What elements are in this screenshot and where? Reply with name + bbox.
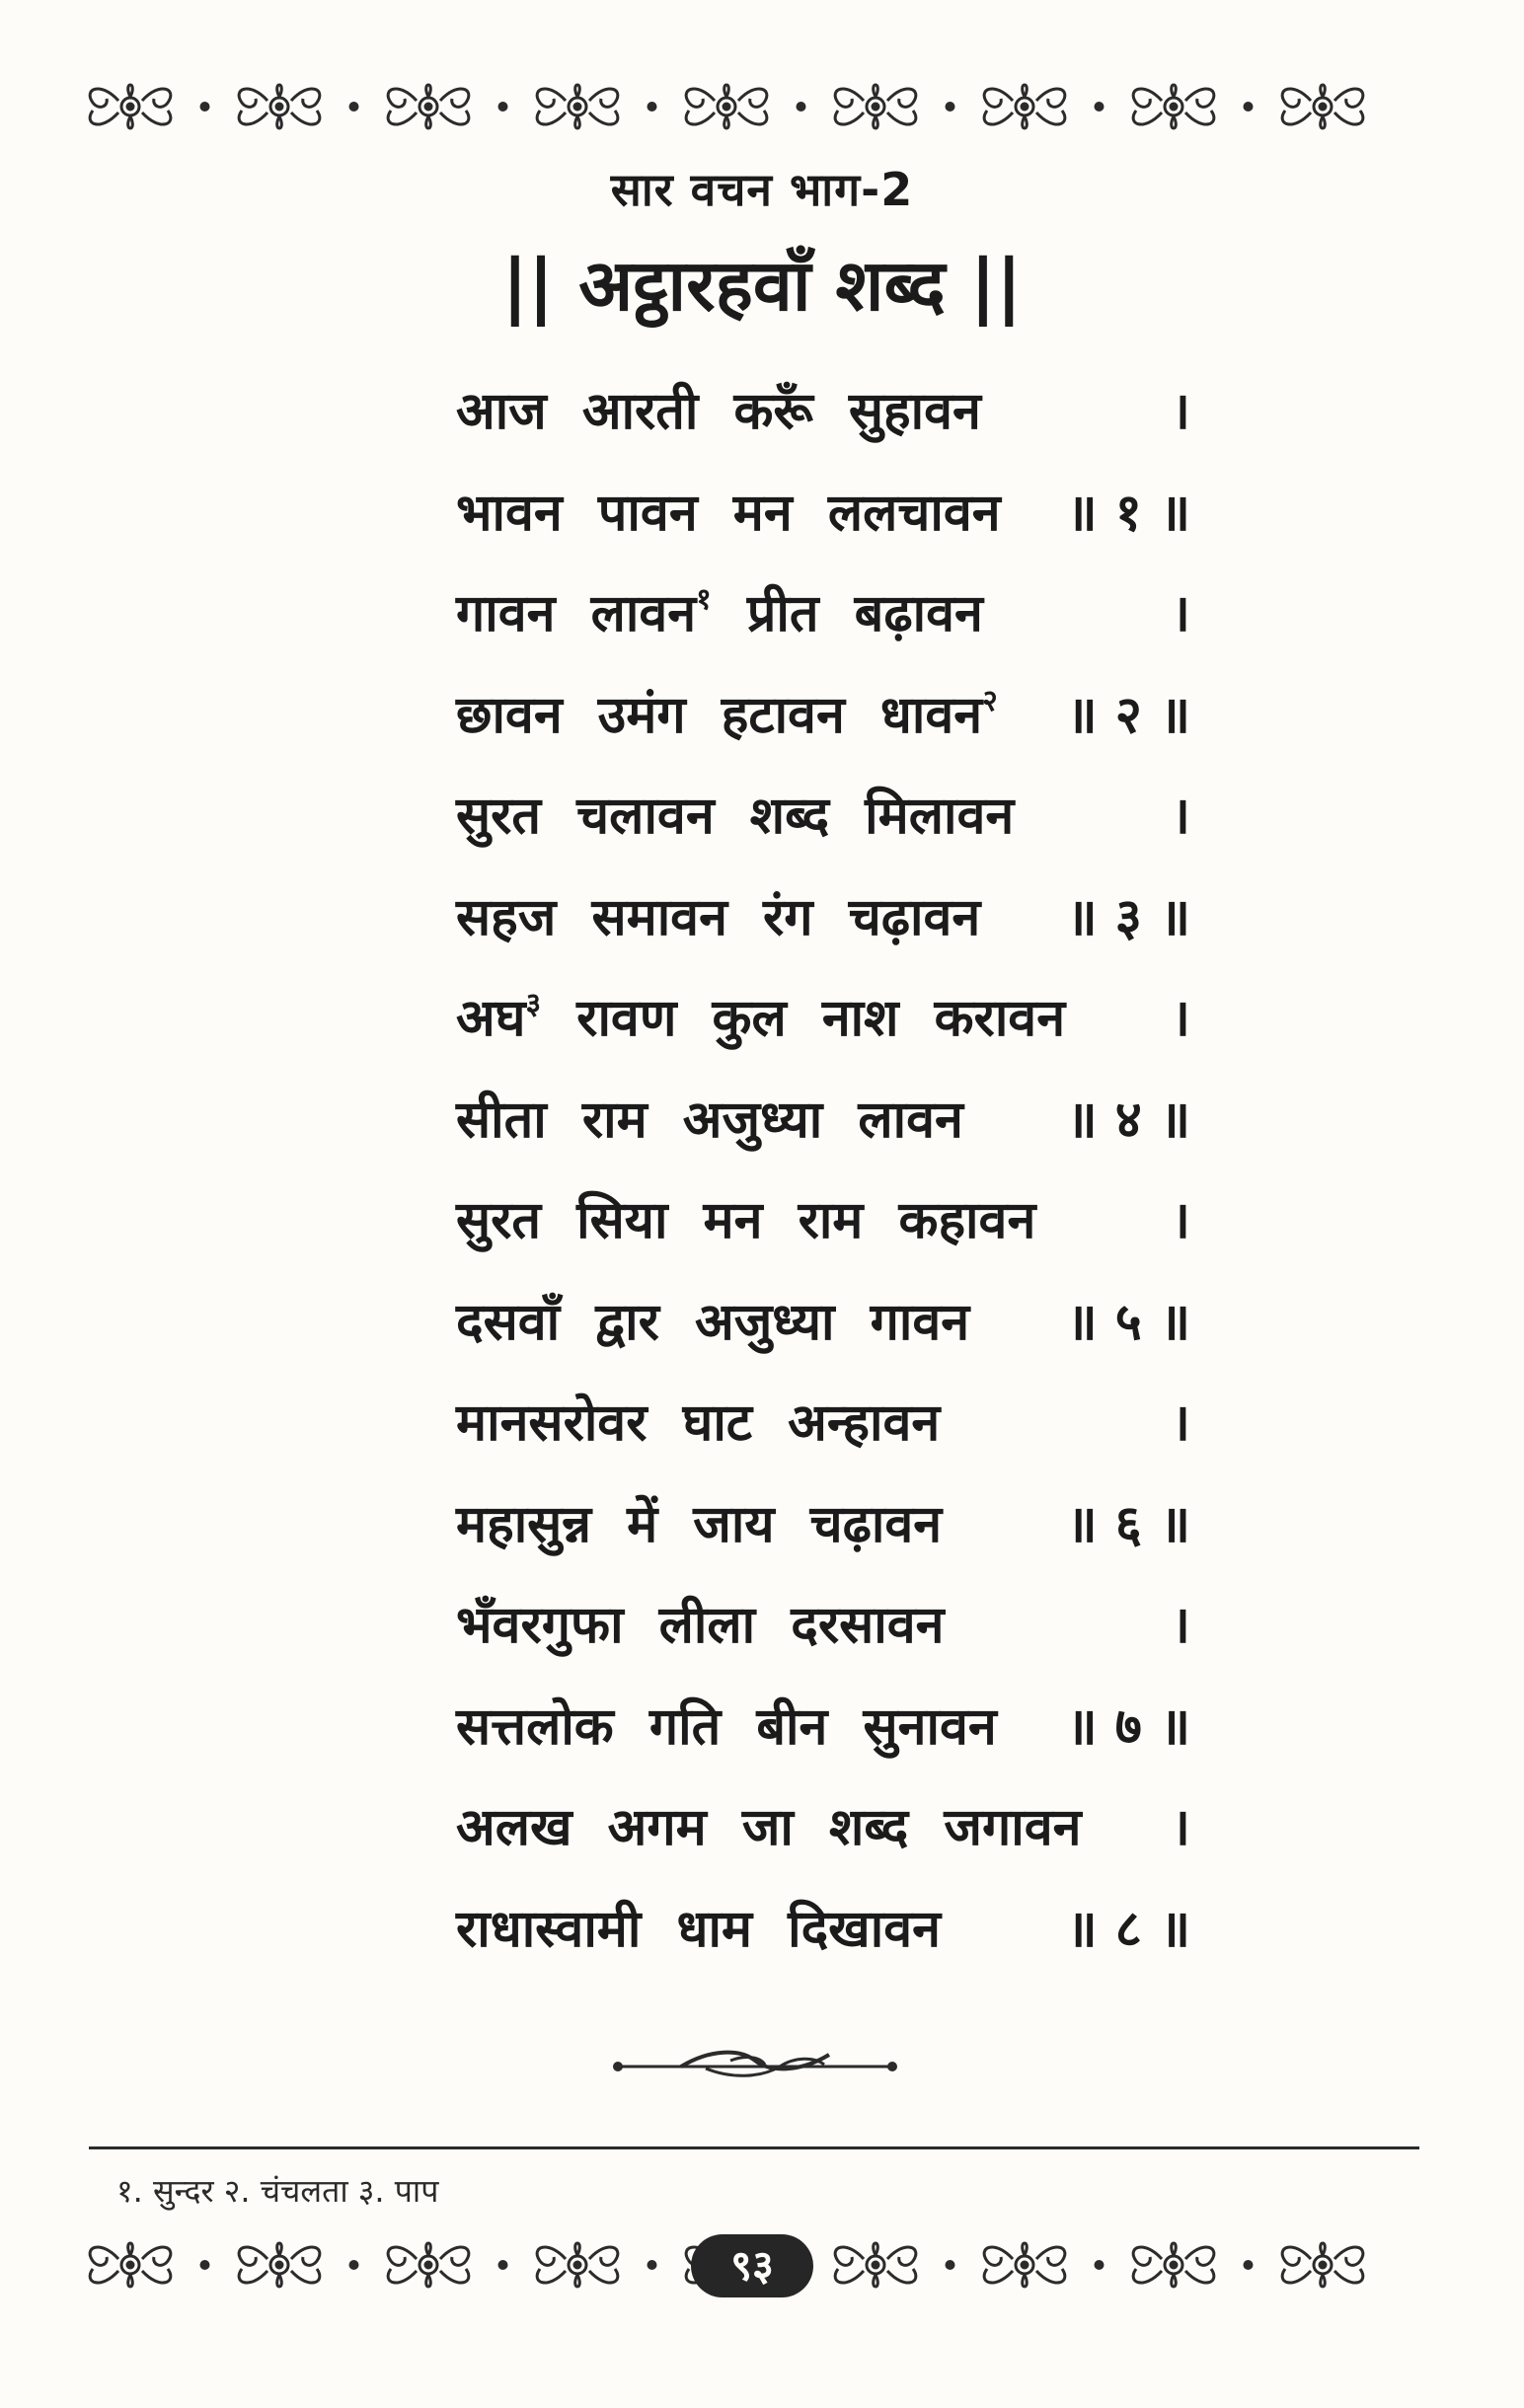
verse-line	[456, 1170, 1206, 1272]
footnote-marker: ३	[525, 987, 542, 1021]
verse-number: ॥ ४ ॥	[1066, 1090, 1190, 1150]
ornament-dot	[349, 2260, 359, 2270]
footnote-marker: १	[696, 582, 712, 617]
verse-line	[456, 766, 1206, 867]
ornament-dot	[648, 102, 657, 112]
verse-text	[456, 968, 1065, 1070]
ornament-motif	[388, 85, 469, 128]
verse-end-mark: ।	[1171, 1798, 1190, 1857]
ornament-dot	[349, 102, 359, 112]
verse-text: भावन पावन मन ललचावन	[456, 483, 1001, 543]
verse-end-mark: ।	[1171, 787, 1190, 846]
verse-number: ॥ १ ॥	[1066, 483, 1190, 543]
verse-line	[456, 1677, 1206, 1778]
verse-line	[456, 1575, 1206, 1677]
ornament-motif	[1282, 2243, 1363, 2287]
verse-line	[456, 463, 1206, 564]
ornament-dot	[1095, 102, 1105, 112]
ornament-motif	[537, 85, 618, 128]
verse-end-mark: ।	[1171, 1393, 1190, 1453]
ornament-dot	[200, 102, 210, 112]
ornament-motif	[1133, 85, 1214, 128]
verse-text-part: गावन लावन	[456, 584, 697, 643]
ornament-motif	[1282, 85, 1363, 128]
verse-text: सुरत सिया मन राम कहावन	[456, 1191, 1036, 1250]
verse-text: मानसरोवर घाट अन्हावन	[456, 1393, 941, 1453]
verse-number: ॥ २ ॥	[1066, 685, 1190, 745]
verse-number: ॥ ८ ॥	[1066, 1899, 1190, 1959]
ornament-motif	[984, 2243, 1065, 2287]
verse-text: भँवरगुफा लीला दरसावन	[456, 1596, 945, 1655]
verse-end-mark: ।	[1171, 989, 1190, 1048]
verse-line	[456, 1070, 1206, 1171]
flourish-divider	[612, 2045, 898, 2088]
ornament-dot	[498, 2260, 508, 2270]
footnote-marker: २	[982, 683, 998, 718]
verse-line	[456, 968, 1206, 1070]
verse-text: राधास्वामी धाम दिखावन	[456, 1899, 941, 1959]
ornament-dot	[946, 2260, 955, 2270]
verse-text	[456, 665, 998, 767]
ornament-dot	[200, 2260, 210, 2270]
ornament-motif	[984, 85, 1065, 128]
verse-number: ॥ ७ ॥	[1066, 1696, 1190, 1757]
verse-list	[456, 361, 1206, 1980]
verse-text-part: छावन उमंग हटावन धावन	[456, 685, 983, 745]
verse-line	[456, 564, 1206, 665]
ornament-dot	[1244, 2260, 1254, 2270]
ornament-motif	[1133, 2243, 1214, 2287]
ornament-motif	[686, 85, 767, 128]
verse-text: अलख अगम जा शब्द जगावन	[456, 1798, 1082, 1857]
footnotes: १. सुन्दर २. चंचलता ३. पाप	[116, 2172, 439, 2210]
ornament-motif	[835, 2243, 916, 2287]
verse-number: ॥ ५ ॥	[1066, 1292, 1190, 1352]
verse-text: महासुन्न में जाय चढ़ावन	[456, 1494, 943, 1554]
verse-text-part: अघ	[456, 989, 526, 1048]
verse-line	[456, 1272, 1206, 1374]
verse-text: सीता राम अजुध्या लावन	[456, 1090, 963, 1150]
verse-text: सहज समावन रंग चढ़ावन	[456, 887, 981, 947]
verse-end-mark: ।	[1171, 382, 1190, 441]
book-title: सार वचन भाग-2	[610, 163, 914, 216]
ornament-dot	[1095, 2260, 1105, 2270]
ornament-motif	[90, 2243, 171, 2287]
verse-number: ॥ ६ ॥	[1066, 1494, 1190, 1554]
verse-text: दसवाँ द्वार अजुध्या गावन	[456, 1292, 970, 1352]
ornament-dot	[498, 102, 508, 112]
verse-text: सत्तलोक गति बीन सुनावन	[456, 1696, 997, 1757]
ornament-motif	[388, 2243, 469, 2287]
ornament-motif	[90, 85, 171, 128]
verse-line	[456, 1474, 1206, 1576]
ornament-dot	[946, 102, 955, 112]
ornament-motif	[835, 85, 916, 128]
verse-text-part: रावण कुल नाश करावन	[541, 989, 1066, 1048]
verse-line	[456, 361, 1206, 463]
ornament-motif	[239, 85, 320, 128]
verse-end-mark: ।	[1171, 584, 1190, 643]
verse-text: आज आरती करूँ सुहावन	[456, 382, 981, 441]
verse-line	[456, 1777, 1206, 1879]
ornament-motif	[239, 2243, 320, 2287]
verse-line	[456, 665, 1206, 767]
verse-line	[456, 1879, 1206, 1981]
ornament-dot	[1244, 102, 1254, 112]
shabd-title: || अट्ठारहवाँ शब्द ||	[501, 244, 1023, 327]
top-ornament-border	[79, 67, 1421, 146]
page-number: ९३	[691, 2234, 813, 2297]
ornament-dot	[648, 2260, 657, 2270]
verse-text: सुरत चलावन शब्द मिलावन	[456, 787, 1015, 846]
verse-text	[456, 564, 983, 665]
verse-end-mark: ।	[1171, 1596, 1190, 1655]
footnote-divider	[89, 2146, 1419, 2149]
verse-line	[456, 867, 1206, 969]
verse-text-part: प्रीत बढ़ावन	[711, 584, 983, 643]
verse-number: ॥ ३ ॥	[1066, 887, 1190, 947]
verse-end-mark: ।	[1171, 1191, 1190, 1250]
verse-line	[456, 1373, 1206, 1474]
ornament-dot	[797, 102, 806, 112]
ornament-motif	[537, 2243, 618, 2287]
